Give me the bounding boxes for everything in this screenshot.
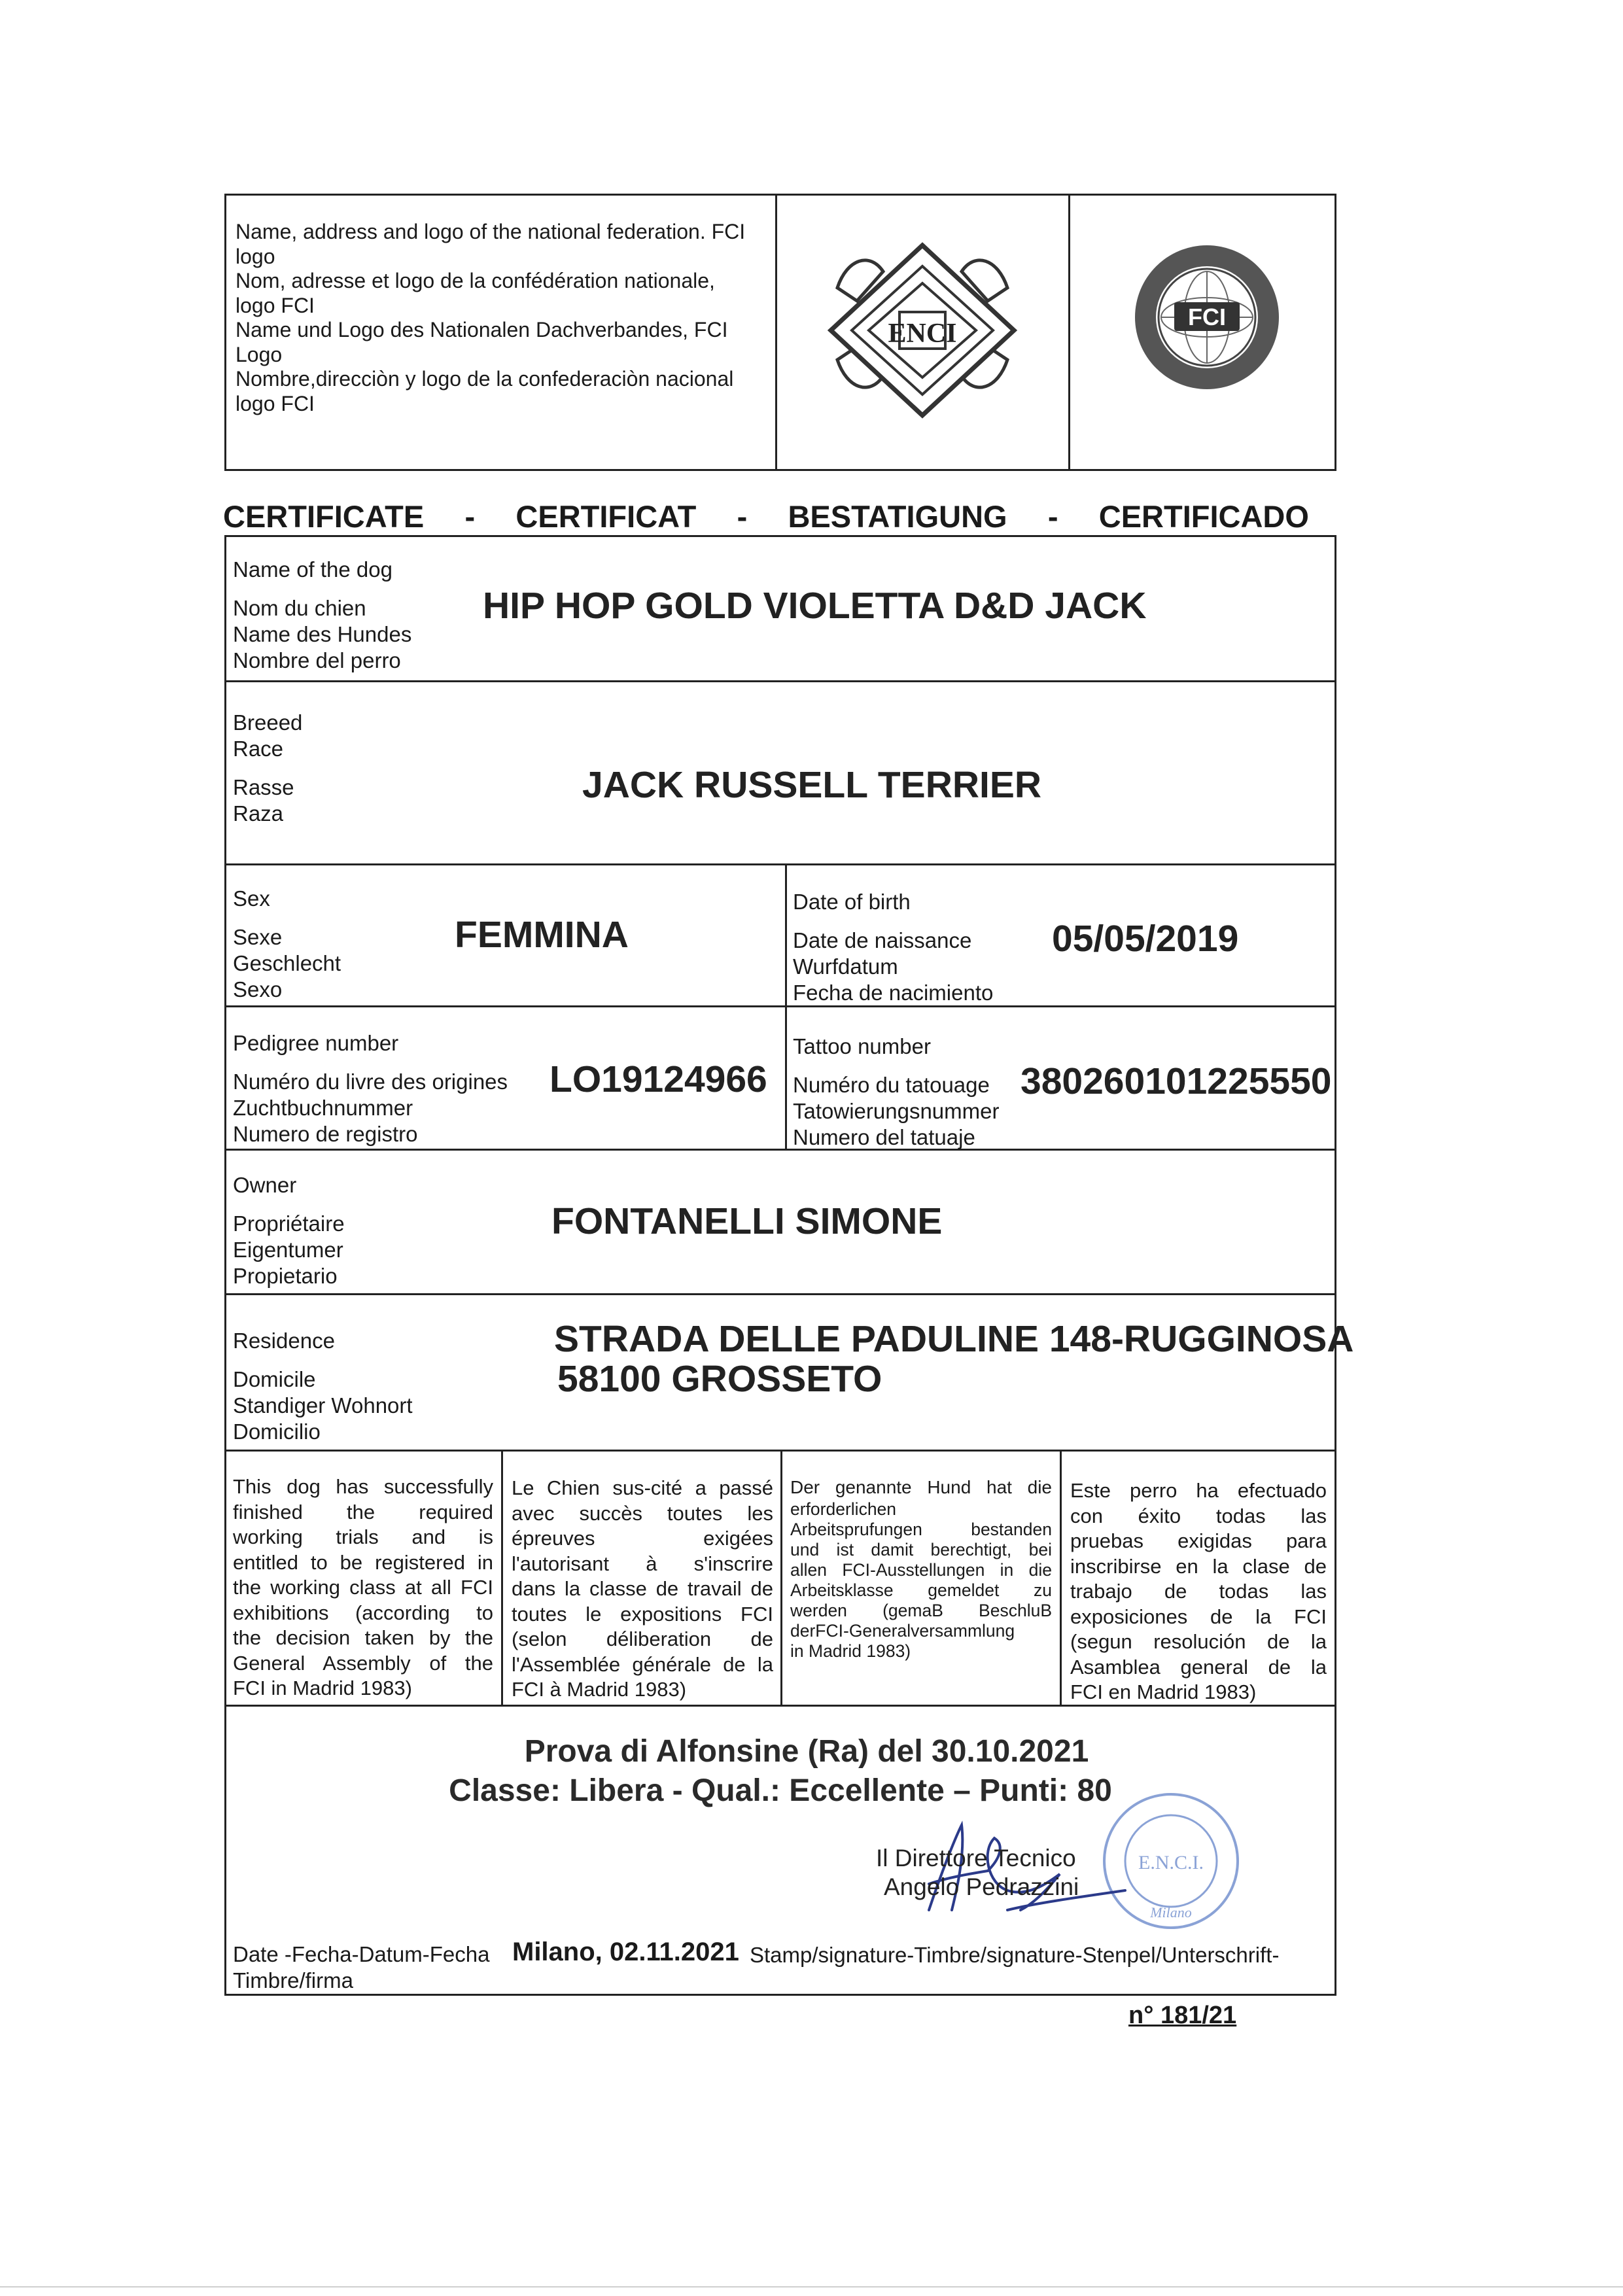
federation-label: logo FCI xyxy=(236,293,315,317)
statement-line: Arbeitsprufungen bestanden xyxy=(790,1520,1052,1539)
statement-line: werden (gemaB BeschluB xyxy=(790,1601,1052,1620)
field-label: Date de naissance xyxy=(793,928,972,952)
statement-line: Der genannte Hund hat die xyxy=(790,1477,1052,1497)
statement-line: con éxito todas las xyxy=(1070,1504,1327,1527)
field-label: Race xyxy=(233,737,284,761)
field-label: Sexe xyxy=(233,925,283,949)
statement-line: This dog has successfully xyxy=(233,1475,493,1498)
field-label: Zuchtbuchnummer xyxy=(233,1096,413,1120)
field-label: Rasse xyxy=(233,775,294,799)
statement-line: pruebas exigidas para xyxy=(1070,1529,1327,1552)
statement-line: dans la classe de travail de xyxy=(512,1577,773,1600)
fci-logo-center: FCI xyxy=(1188,304,1226,330)
divider xyxy=(501,1450,503,1705)
field-label: Nom du chien xyxy=(233,596,366,620)
statement-line: (segun resolución de la xyxy=(1070,1630,1327,1653)
statement-line: entitled to be registered in xyxy=(233,1550,493,1574)
field-label: Name des Hundes xyxy=(233,622,412,646)
field-label: Residence xyxy=(233,1329,335,1353)
field-label: Numéro du livre des origines xyxy=(233,1070,508,1094)
federation-label: logo FCI xyxy=(236,391,315,415)
sex-labels xyxy=(233,886,341,1003)
statement-line: working trials and is xyxy=(233,1525,493,1548)
field-label: Nombre del perro xyxy=(233,648,401,672)
federation-label: Logo xyxy=(236,342,283,366)
field-label: Name of the dog xyxy=(233,557,393,582)
statement-line: in Madrid 1983) xyxy=(790,1641,911,1661)
breed-labels xyxy=(233,710,302,827)
field-label: Wurfdatum xyxy=(793,954,898,979)
statement-line: und ist damit berechtigt, bei xyxy=(790,1540,1052,1559)
statement-line: l'autorisant à s'inscrire xyxy=(512,1552,773,1575)
statement-line: the decision taken by the xyxy=(233,1626,493,1649)
date-value: Milano, 02.11.2021 xyxy=(512,1938,739,1966)
director-block xyxy=(876,1844,1079,1902)
divider xyxy=(224,1293,1336,1295)
dog-name-labels xyxy=(233,557,411,674)
federation-label: Name und Logo des Nationalen Dachverbandes, FCI xyxy=(236,318,728,341)
statement-line: Asamblea general de la xyxy=(1070,1655,1327,1679)
statement-line: toutes le expositions FCI xyxy=(512,1602,773,1626)
field-label: Eigentumer xyxy=(233,1238,343,1262)
breed-value: JACK RUSSELL TERRIER xyxy=(582,764,1042,806)
statement-german xyxy=(790,1476,1052,1661)
federation-label: Nom, adresse et logo de la confédération nationale, xyxy=(236,269,715,292)
statement-line: General Assembly of the xyxy=(233,1651,493,1675)
divider xyxy=(785,863,787,1149)
pedigree-labels xyxy=(233,1030,508,1147)
header-word: CERTIFICAT xyxy=(515,499,697,534)
statement-line: Este perro ha efectuado xyxy=(1070,1479,1327,1502)
statement-line: FCI en Madrid 1983) xyxy=(1070,1680,1257,1703)
statement-line: trabajo de todas las xyxy=(1070,1580,1327,1603)
certificate-number: n° 181/21 xyxy=(1128,2002,1237,2029)
federation-label: logo xyxy=(236,244,275,268)
field-label: Tatowierungsnummer xyxy=(793,1099,1000,1123)
date-label-line1: Date -Fecha-Datum-Fecha xyxy=(233,1942,490,1966)
statement-line: avec succès toutes les xyxy=(512,1501,773,1525)
residence-value-line2: 58100 GROSSETO xyxy=(557,1358,882,1400)
stamp-label: Stamp/signature-Timbre/signature-Stenpel/Unterschrift- xyxy=(750,1943,1280,1967)
trial-line-2: Classe: Libera - Qual.: Eccellente – Punti: 80 xyxy=(449,1773,1112,1808)
field-label: Pedigree number xyxy=(233,1031,399,1055)
federation-label: Name, address and logo of the national federation. FCI xyxy=(236,220,746,243)
sex-value: FEMMINA xyxy=(455,914,629,956)
federation-labels xyxy=(236,220,745,416)
birth-labels xyxy=(793,889,993,1006)
field-label: Owner xyxy=(233,1173,297,1197)
statement-line: erforderlichen xyxy=(790,1499,897,1519)
divider xyxy=(224,1149,1336,1151)
field-label: Numero del tatuaje xyxy=(793,1125,975,1149)
header-word: CERTIFICADO xyxy=(1098,499,1309,534)
header-word: CERTIFICATE xyxy=(223,499,425,534)
federation-label: Nombre,direcciòn y logo de la confederaciòn nacional xyxy=(236,367,734,391)
header-dash: - xyxy=(464,499,476,534)
statement-line: Le Chien sus-cité a passé xyxy=(512,1476,773,1499)
statement-line: exhibitions (according to xyxy=(233,1601,493,1624)
field-label: Propietario xyxy=(233,1264,338,1288)
pedigree-value: LO19124966 xyxy=(550,1058,767,1100)
director-title: Il Direttore Tecnico xyxy=(876,1845,1076,1871)
statement-french xyxy=(512,1476,773,1703)
field-label: Sexo xyxy=(233,977,283,1001)
date-label-line2: Timbre/firma xyxy=(233,1968,353,1992)
header-dash: - xyxy=(1047,499,1058,534)
residence-labels xyxy=(233,1328,413,1445)
field-label: Fecha de nacimiento xyxy=(793,981,994,1005)
owner-value: FONTANELLI SIMONE xyxy=(551,1200,943,1242)
enci-logo xyxy=(811,226,1034,435)
tattoo-labels xyxy=(793,1034,999,1151)
statement-line: allen FCI-Ausstellungen in die xyxy=(790,1560,1052,1580)
field-label: Geschlecht xyxy=(233,951,341,975)
date-label xyxy=(233,1941,489,1994)
divider xyxy=(1068,194,1070,471)
statement-line: FCI à Madrid 1983) xyxy=(512,1678,687,1701)
field-label: Domicilio xyxy=(233,1419,321,1444)
header-word: BESTATIGUNG xyxy=(788,499,1007,534)
statement-line: (selon déliberation de xyxy=(512,1627,773,1650)
divider xyxy=(224,1005,1336,1007)
trial-line-1: Prova di Alfonsine (Ra) del 30.10.2021 xyxy=(524,1734,1089,1769)
field-label: Tattoo number xyxy=(793,1034,931,1058)
divider xyxy=(780,1450,782,1705)
owner-labels xyxy=(233,1172,345,1289)
field-label: Numéro du tatouage xyxy=(793,1073,990,1097)
certificate-header xyxy=(223,498,1309,534)
enci-logo-center: ENCI xyxy=(888,319,957,349)
statement-spanish xyxy=(1070,1478,1327,1705)
scan-edge-line xyxy=(0,2286,1623,2287)
field-label: Raza xyxy=(233,801,284,826)
divider xyxy=(224,863,1336,865)
field-label: Propriétaire xyxy=(233,1211,345,1236)
dog-name-value: HIP HOP GOLD VIOLETTA D&D JACK xyxy=(483,585,1147,627)
field-label: Standiger Wohnort xyxy=(233,1393,413,1418)
residence-value-line1: STRADA DELLE PADULINE 148-RUGGINOSA xyxy=(554,1318,1354,1360)
birth-value: 05/05/2019 xyxy=(1052,918,1239,960)
statement-line: exposiciones de la FCI xyxy=(1070,1605,1327,1628)
stamp-center: E.N.C.I. xyxy=(1138,1852,1204,1873)
statement-line: Arbeitsklasse gemeldet zu xyxy=(790,1580,1052,1600)
statement-line: FCI in Madrid 1983) xyxy=(233,1677,412,1699)
divider xyxy=(775,194,777,471)
divider xyxy=(224,680,1336,682)
statement-english xyxy=(233,1474,493,1701)
header-dash: - xyxy=(737,499,748,534)
statement-line: finished the required xyxy=(233,1500,493,1523)
statement-line: inscribirse en la clase de xyxy=(1070,1554,1327,1578)
tattoo-value: 380260101225550 xyxy=(1021,1060,1332,1102)
field-label: Date of birth xyxy=(793,890,911,914)
stamp-city: Milano xyxy=(1150,1904,1192,1921)
divider xyxy=(1060,1450,1062,1705)
director-name: Angelo Pedrazzini xyxy=(884,1873,1079,1900)
statement-line: l'Assemblée générale de la xyxy=(512,1652,773,1676)
statement-line: épreuves exigées xyxy=(512,1527,773,1550)
statement-line: the working class at all FCI xyxy=(233,1576,493,1599)
fci-logo xyxy=(1132,242,1282,392)
field-label: Numero de registro xyxy=(233,1122,418,1146)
field-label: Sex xyxy=(233,886,270,911)
field-label: Breeed xyxy=(233,710,303,735)
statement-line: derFCI-Generalversammlung xyxy=(790,1621,1015,1641)
field-label: Domicile xyxy=(233,1367,316,1391)
